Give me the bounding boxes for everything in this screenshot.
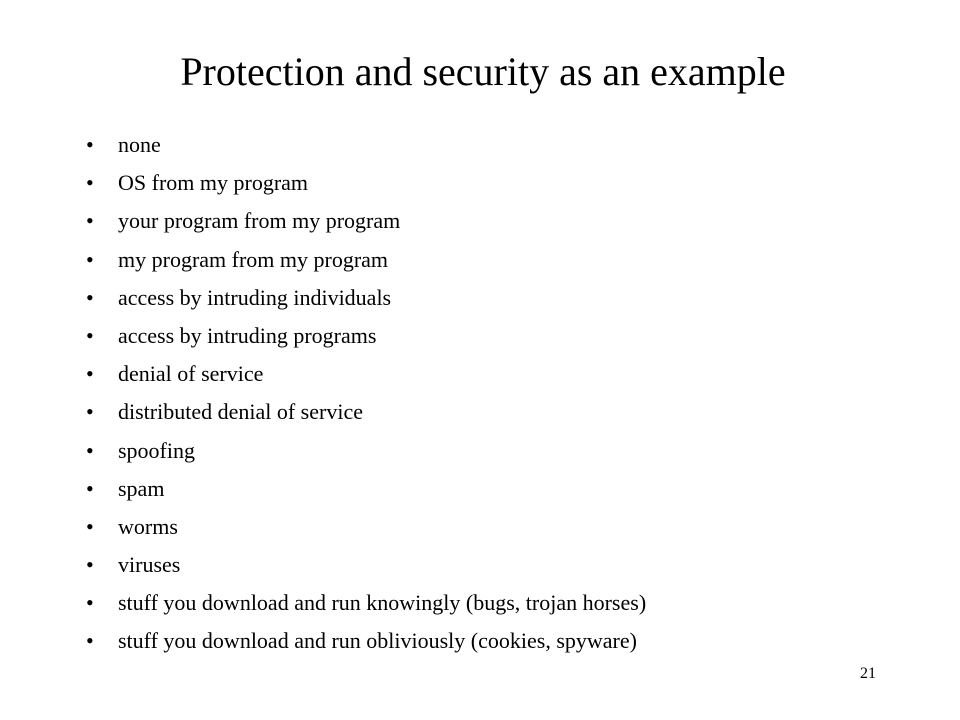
list-item-text: access by intruding individuals [118, 284, 392, 310]
list-item-text: spoofing [118, 437, 195, 463]
list-item [86, 393, 926, 431]
list-item [86, 279, 926, 317]
list-item [86, 202, 926, 240]
bullet-icon: • [86, 475, 94, 501]
bullet-icon: • [86, 552, 94, 578]
list-item-text: stuff you download and run knowingly (bugs, trojan horses) [118, 590, 647, 616]
bullet-icon: • [86, 132, 94, 157]
list-item-text: stuff you download and run obliviously (cookies, spyware) [118, 628, 637, 654]
list-item-text: worms [118, 513, 178, 539]
list-item-text: access by intruding programs [118, 322, 377, 348]
bullet-icon: • [86, 170, 94, 196]
bullet-icon: • [86, 246, 94, 272]
list-item [86, 126, 926, 164]
list-item-text: spam [118, 475, 165, 501]
bullet-icon: • [86, 513, 94, 539]
bullet-icon: • [86, 284, 94, 310]
list-item-text: your program from my program [118, 208, 401, 234]
list-item [86, 355, 926, 393]
list-item-text: distributed denial of service [118, 399, 363, 425]
bullet-icon: • [86, 628, 94, 654]
bullet-icon: • [86, 208, 94, 234]
bullet-icon: • [86, 437, 94, 463]
list-item-text: my program from my program [118, 246, 389, 272]
list-item [86, 432, 926, 470]
bullet-icon: • [86, 361, 94, 387]
list-item-text: OS from my program [118, 170, 309, 196]
list-item-text: denial of service [118, 361, 264, 387]
list-item [86, 546, 926, 584]
list-item [86, 164, 926, 202]
list-item [86, 317, 926, 355]
bullet-icon: • [86, 590, 94, 616]
page-number: 21 [860, 665, 876, 682]
list-item [86, 622, 926, 660]
bullet-list [86, 126, 926, 661]
list-item-text: none [118, 132, 161, 157]
list-item [86, 470, 926, 508]
list-item [86, 584, 926, 622]
bullet-icon: • [86, 399, 94, 425]
list-item [86, 508, 926, 546]
bullet-icon: • [86, 322, 94, 348]
list-item [86, 241, 926, 279]
slide-title: Protection and security as an example [180, 49, 786, 94]
list-item-text: viruses [118, 552, 181, 578]
